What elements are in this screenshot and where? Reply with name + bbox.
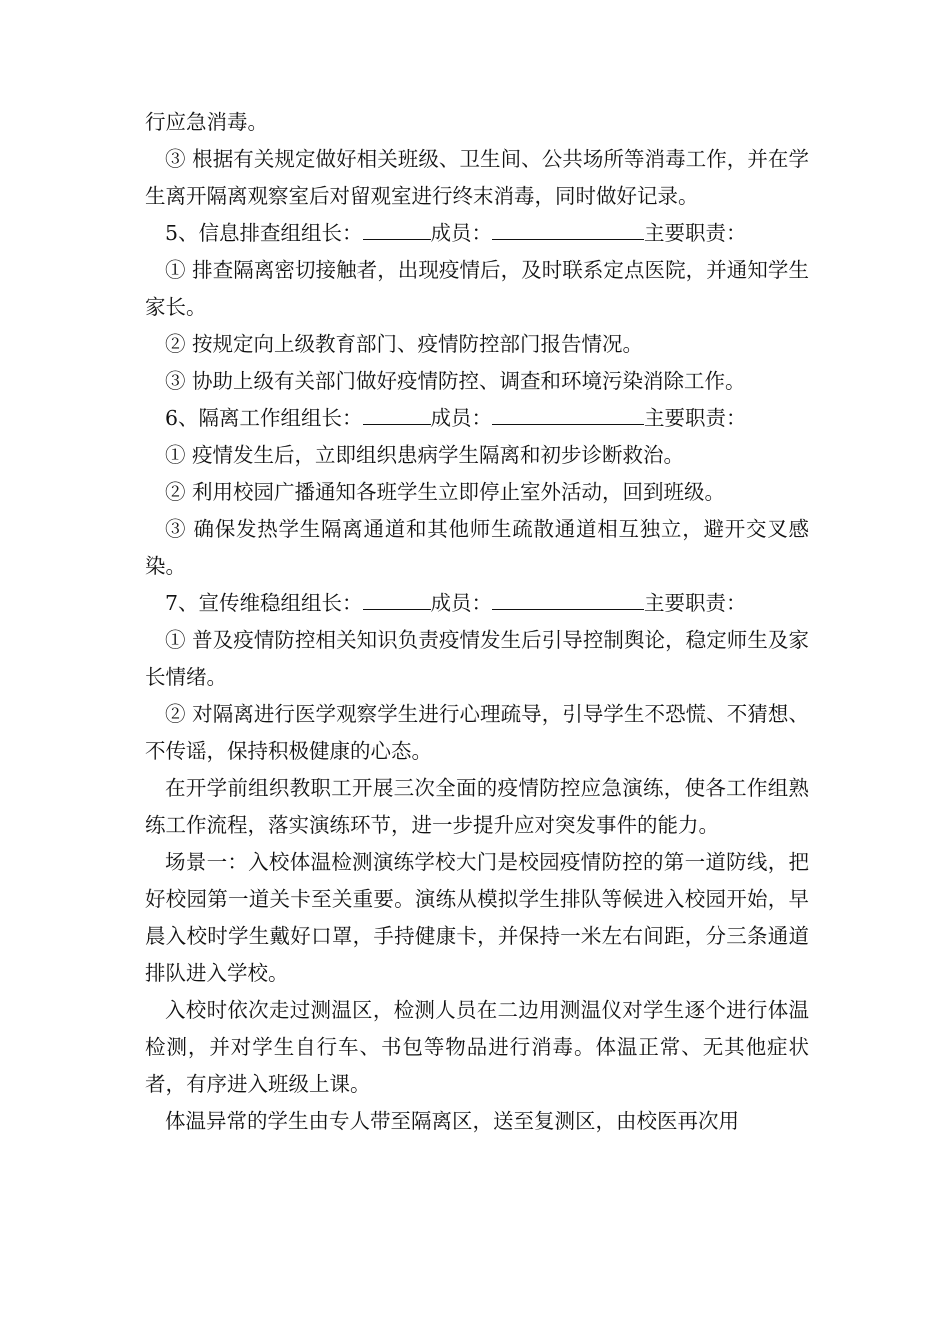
member-label: 成员： [430, 221, 493, 245]
duty-label: 主要职责： [644, 221, 747, 245]
paragraph: 场景一：入校体温检测演练学校大门是校园疫情防控的第一道防线，把好校园第一道关卡至关重要。演练从模拟学生排队等候进入校园开始，早晨入校时学生戴好口罩，手持健康卡，并保持一米左右间距，分三条通道排队进入学校。 [145, 850, 809, 985]
paragraph: ② 按规定向上级教育部门、疫情防控部门报告情况。 [165, 332, 644, 356]
member-label: 成员： [430, 406, 493, 430]
fill-in-blank-leader [363, 402, 431, 425]
paragraph: 在开学前组织教职工开展三次全面的疫情防控应急演练，使各工作组熟练工作流程，落实演练环节，进一步提升应对突发事件的能力。 [145, 776, 809, 837]
duty-label: 主要职责： [644, 591, 747, 615]
paragraph: 行应急消毒。 [145, 110, 268, 134]
paragraph: ① 普及疫情防控相关知识负责疫情发生后引导控制舆论，稳定师生及家长情绪。 [145, 628, 809, 689]
heading-prefix: 5、信息排查组组长： [165, 221, 363, 245]
paragraph: ③ 确保发热学生隔离通道和其他师生疏散通道相互独立，避开交叉感染。 [145, 517, 809, 578]
document-page [145, 104, 809, 1140]
paragraph: 入校时依次走过测温区，检测人员在二边用测温仪对学生逐个进行体温检测，并对学生自行车、书包等物品进行消毒。体温正常、无其他症状者，有序进入班级上课。 [145, 998, 809, 1096]
fill-in-blank-leader [363, 217, 431, 240]
paragraph: ① 排查隔离密切接触者，出现疫情后，及时联系定点医院，并通知学生家长。 [145, 258, 809, 319]
paragraph: 体温异常的学生由专人带至隔离区，送至复测区，由校医再次用 [165, 1109, 739, 1133]
paragraph: ② 对隔离进行医学观察学生进行心理疏导，引导学生不恐慌、不猜想、不传谣，保持积极健康的心态。 [145, 702, 809, 763]
paragraph: ① 疫情发生后，立即组织患病学生隔离和初步诊断救治。 [165, 443, 685, 467]
section-heading-publicity [145, 585, 809, 622]
section-heading-isolation [145, 400, 809, 437]
heading-prefix: 7、宣传维稳组组长： [165, 591, 363, 615]
fill-in-blank-members [492, 587, 644, 610]
fill-in-blank-leader [363, 587, 431, 610]
paragraph: ② 利用校园广播通知各班学生立即停止室外活动，回到班级。 [165, 480, 726, 504]
paragraph: ③ 协助上级有关部门做好疫情防控、调查和环境污染消除工作。 [165, 369, 746, 393]
member-label: 成员： [430, 591, 493, 615]
fill-in-blank-members [492, 217, 644, 240]
section-heading-info-screening [145, 215, 809, 252]
fill-in-blank-members [492, 402, 644, 425]
heading-prefix: 6、隔离工作组组长： [165, 406, 363, 430]
paragraph: ③ 根据有关规定做好相关班级、卫生间、公共场所等消毒工作，并在学生离开隔离观察室后对留观室进行终末消毒，同时做好记录。 [145, 147, 809, 208]
duty-label: 主要职责： [644, 406, 747, 430]
